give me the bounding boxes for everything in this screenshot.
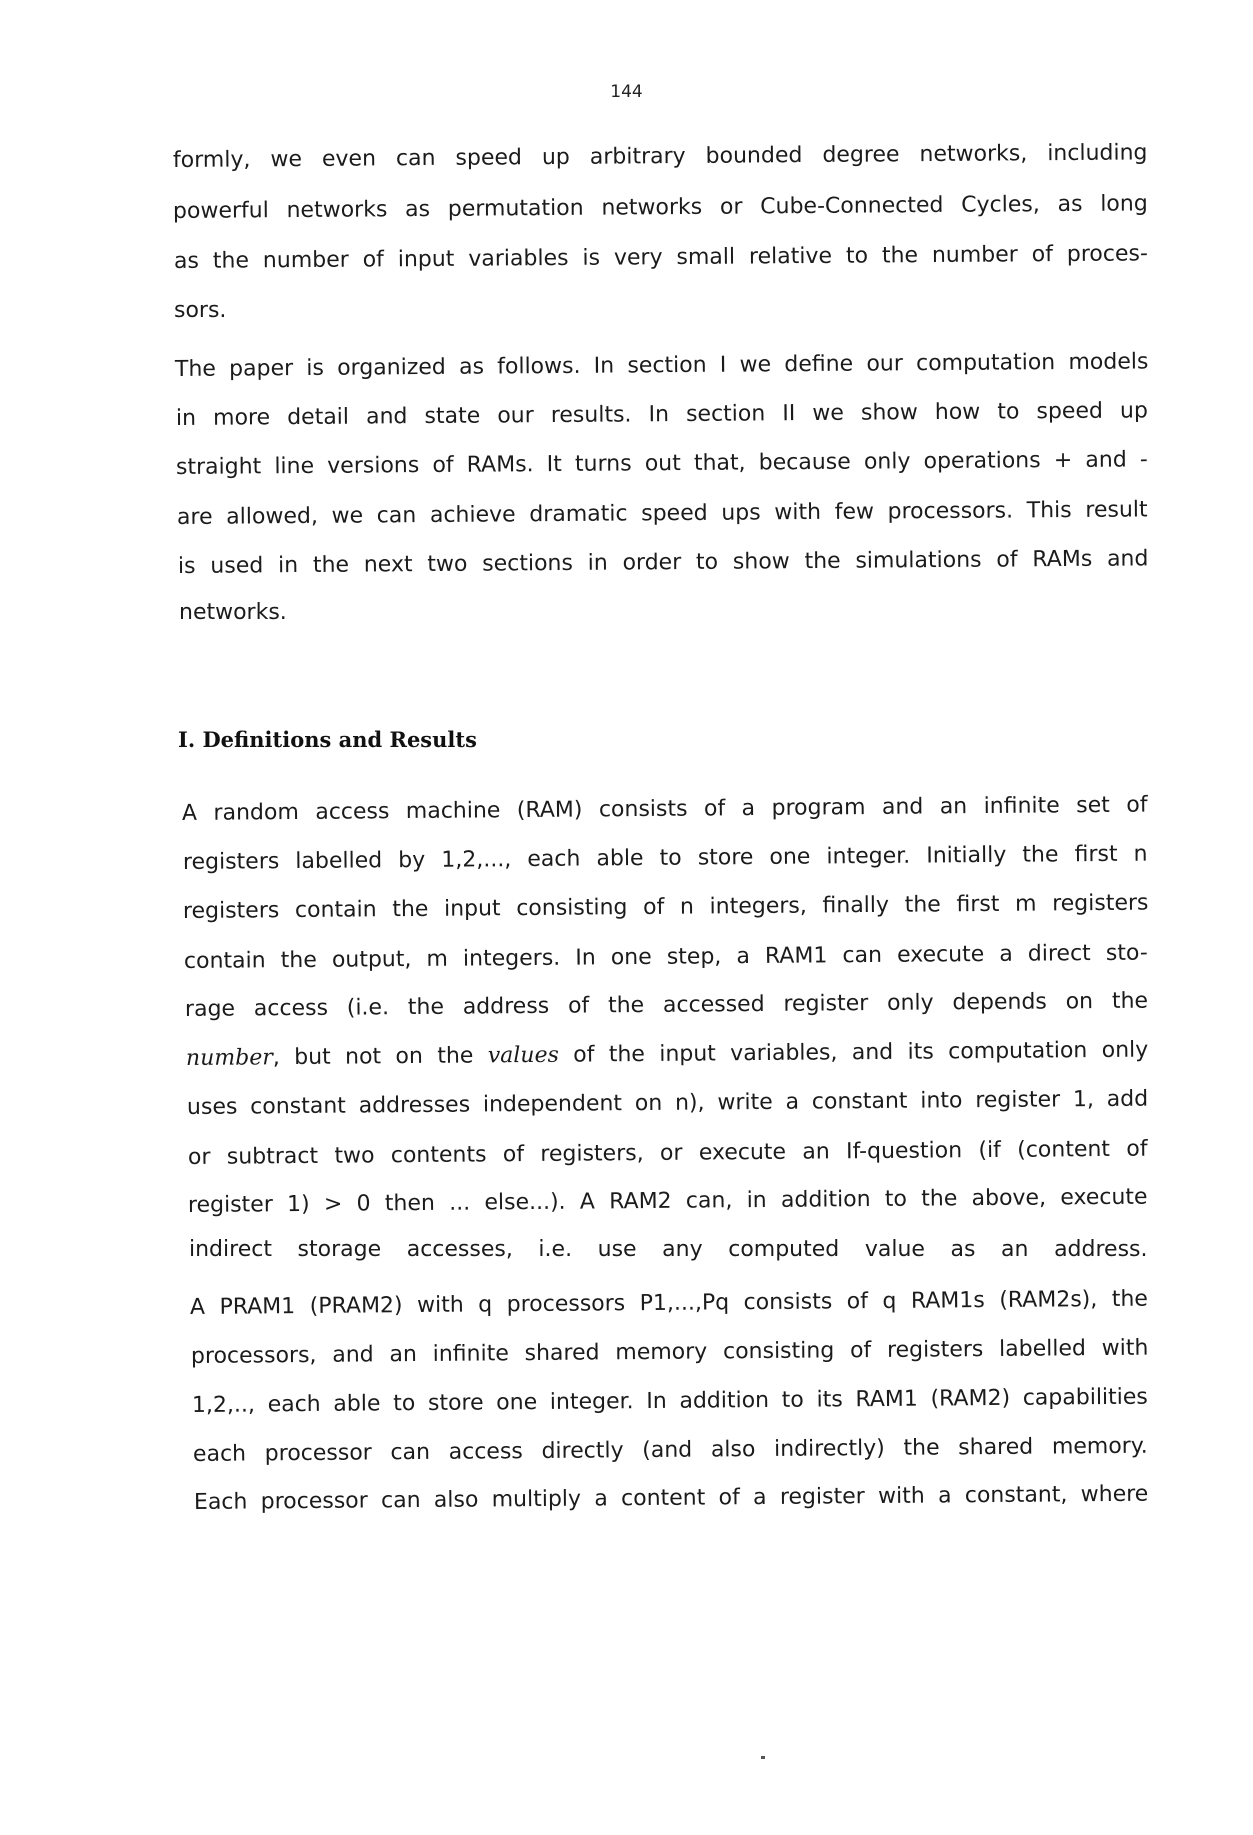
emphasis-values: values (487, 1042, 559, 1069)
emphasis-number: number (185, 1045, 273, 1071)
text-line: is used in the next two sections in order to show the simulations of RAMs and (177, 546, 1149, 579)
text-line: are allowed, we can achieve dramatic speed ups with few processors. This result (176, 497, 1148, 530)
text-line: sors. (174, 298, 227, 323)
text-line: processors, and an infinite shared memory consisting of registers labelled with (190, 1335, 1149, 1369)
section-heading: I. Definitions and Results (178, 727, 477, 752)
text-line: formly, we even can speed up arbitrary bounded degree networks, including (172, 140, 1148, 173)
text-line: A random access machine (RAM) consists of a program and an infinite set of (181, 792, 1148, 826)
text-line: registers contain the input consisting of n integers, finally the first m registers (182, 890, 1149, 924)
text-line-with-emphasis (186, 1038, 1148, 1072)
text-line: registers labelled by 1,2,..., each able to store one integer. Initially the first n (182, 841, 1148, 875)
text-line: rage access (i.e. the address of the accessed register only depends on the (184, 988, 1149, 1022)
text-line: uses constant addresses independent on n), write a constant into register 1, add (186, 1086, 1149, 1120)
text-line: in more detail and state our results. In section II we show how to speed up (175, 398, 1148, 431)
page-number: 144 (610, 82, 643, 102)
text-line: 1,2,.., each able to store one integer. In addition to its RAM1 (RAM2) capabilities (191, 1384, 1148, 1418)
text-line: The paper is organized as follows. In section I we define our computation models (174, 349, 1149, 382)
text-line: Each processor can also multiply a content of a register with a constant, where (193, 1481, 1149, 1515)
text-line: networks. (179, 600, 287, 625)
text-line: register 1) > 0 then ... else...). A RAM2 can, in addition to the above, execute (187, 1184, 1148, 1218)
scan-speck (761, 1756, 765, 1759)
text-segment: , but not on the (272, 1043, 488, 1071)
text-line: each processor can access directly (and also indirectly) the shared memory. (192, 1433, 1148, 1467)
text-line: A PRAM1 (PRAM2) with q processors P1,...,Pq consists of q RAM1s (RAM2s), the (189, 1286, 1149, 1320)
text-segment: of the input variables, and its computation only (558, 1037, 1149, 1068)
text-line: powerful networks as permutation networks or Cube-Connected Cycles, as long (172, 191, 1148, 224)
text-line: contain the output, m integers. In one step, a RAM1 can execute a direct sto- (183, 940, 1148, 974)
text-line: indirect storage accesses, i.e. use any computed value as an address. (189, 1237, 1148, 1262)
text-line: or subtract two contents of registers, or execute an If-question (if (content of (187, 1136, 1148, 1170)
text-line: straight line versions of RAMs. It turns out that, because only operations + and - (175, 447, 1148, 480)
text-line: as the number of input variables is very small relative to the number of proces- (173, 241, 1148, 274)
